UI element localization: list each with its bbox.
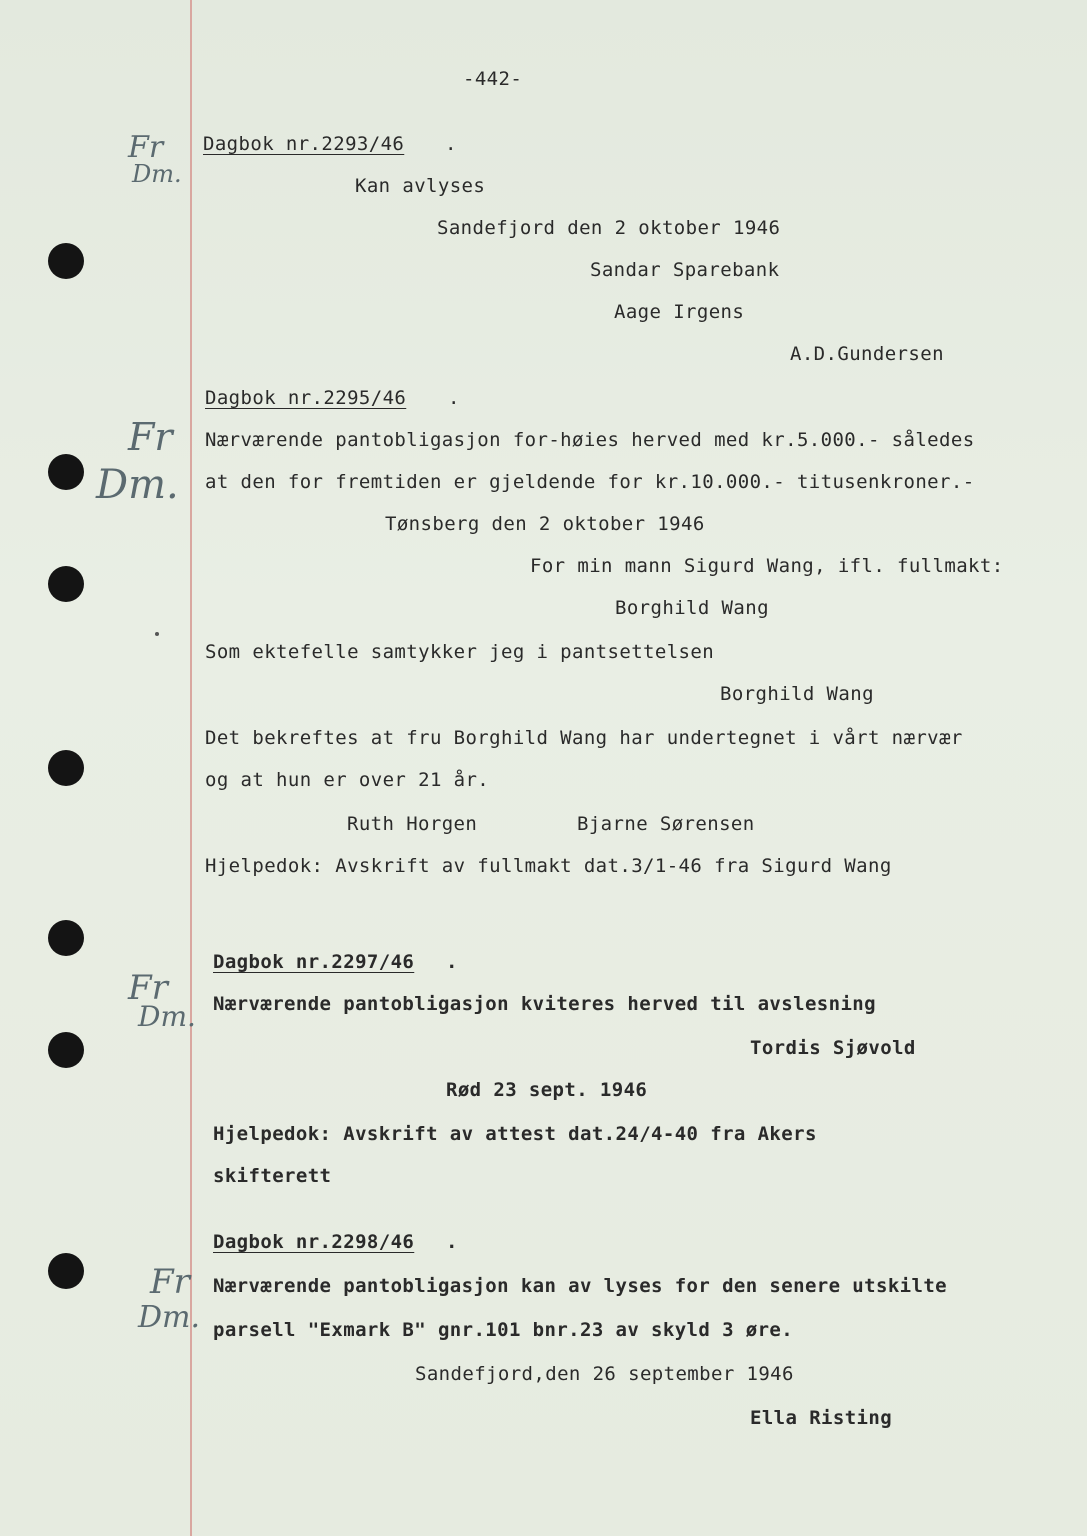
page-number: -442- <box>463 68 523 90</box>
text-line: at den for fremtiden er gjeldende for kr.10.000.- titusenkroner.- <box>205 471 975 493</box>
heading-dot: . <box>445 133 457 155</box>
margin-initial: Dm. <box>138 1000 196 1033</box>
text-line: Kan avlyses <box>355 175 486 197</box>
signature-text: Borghild Wang <box>615 597 769 619</box>
signature-text: A.D.Gundersen <box>790 343 944 365</box>
heading-dot: . <box>446 1231 458 1253</box>
text-line: Tønsberg den 2 oktober 1946 <box>385 513 705 535</box>
margin-initial: Fr <box>150 1262 190 1302</box>
margin-initial: Fr <box>128 968 168 1008</box>
signature-text: Borghild Wang <box>720 683 874 705</box>
punch-hole <box>48 454 84 490</box>
text-line: Det bekreftes at fru Borghild Wang har undertegnet i vårt nærvær <box>205 727 963 749</box>
punch-hole <box>48 1253 84 1289</box>
text-line: Nærværende pantobligasjon kan av lyses for den senere utskilte <box>213 1275 948 1297</box>
signature-text: Aage Irgens <box>614 301 745 323</box>
dagbok-heading: Dagbok nr.2298/46 <box>213 1231 415 1253</box>
text-line: Nærværende pantobligasjon kviteres herved til avslesning <box>213 993 876 1015</box>
text-line: Nærværende pantobligasjon for-høies herved med kr.5.000.- således <box>205 429 975 451</box>
text-line: Sandar Sparebank <box>590 259 780 281</box>
signature-text: Bjarne Sørensen <box>577 813 755 835</box>
text-line: Sandefjord,den 26 september 1946 <box>415 1363 794 1385</box>
text-line: skifterett <box>213 1165 332 1187</box>
text-line: Rød 23 sept. 1946 <box>446 1079 648 1101</box>
text-line: Hjelpedok: Avskrift av fullmakt dat.3/1-46 fra Sigurd Wang <box>205 855 892 877</box>
text-line: For min mann Sigurd Wang, ifl. fullmakt: <box>530 555 1004 577</box>
margin-initial: Dm. <box>96 462 179 508</box>
ink-dot <box>155 632 159 636</box>
punch-hole <box>48 750 84 786</box>
heading-dot: . <box>448 387 460 409</box>
signature-text: Tordis Sjøvold <box>750 1037 916 1059</box>
dagbok-heading: Dagbok nr.2297/46 <box>213 951 415 973</box>
margin-initial: Fr <box>128 130 164 165</box>
signature-text: Ruth Horgen <box>347 813 478 835</box>
margin-initial: Fr <box>128 415 173 459</box>
text-line: Sandefjord den 2 oktober 1946 <box>437 217 781 239</box>
text-line: parsell "Exmark B" gnr.101 bnr.23 av skyld 3 øre. <box>213 1319 794 1341</box>
signature-text: Ella Risting <box>750 1407 893 1429</box>
heading-dot: . <box>446 951 458 973</box>
punch-hole <box>48 1032 84 1068</box>
margin-initial: Dm. <box>138 1300 201 1335</box>
text-line: og at hun er over 21 år. <box>205 769 490 791</box>
dagbok-heading: Dagbok nr.2293/46 <box>203 133 405 155</box>
margin-initial: Dm. <box>132 160 182 188</box>
punch-hole <box>48 243 84 279</box>
punch-hole <box>48 566 84 602</box>
dagbok-heading: Dagbok nr.2295/46 <box>205 387 407 409</box>
punch-hole <box>48 920 84 956</box>
text-line: Hjelpedok: Avskrift av attest dat.24/4-40 fra Akers <box>213 1123 817 1145</box>
text-line: Som ektefelle samtykker jeg i pantsettelsen <box>205 641 715 663</box>
